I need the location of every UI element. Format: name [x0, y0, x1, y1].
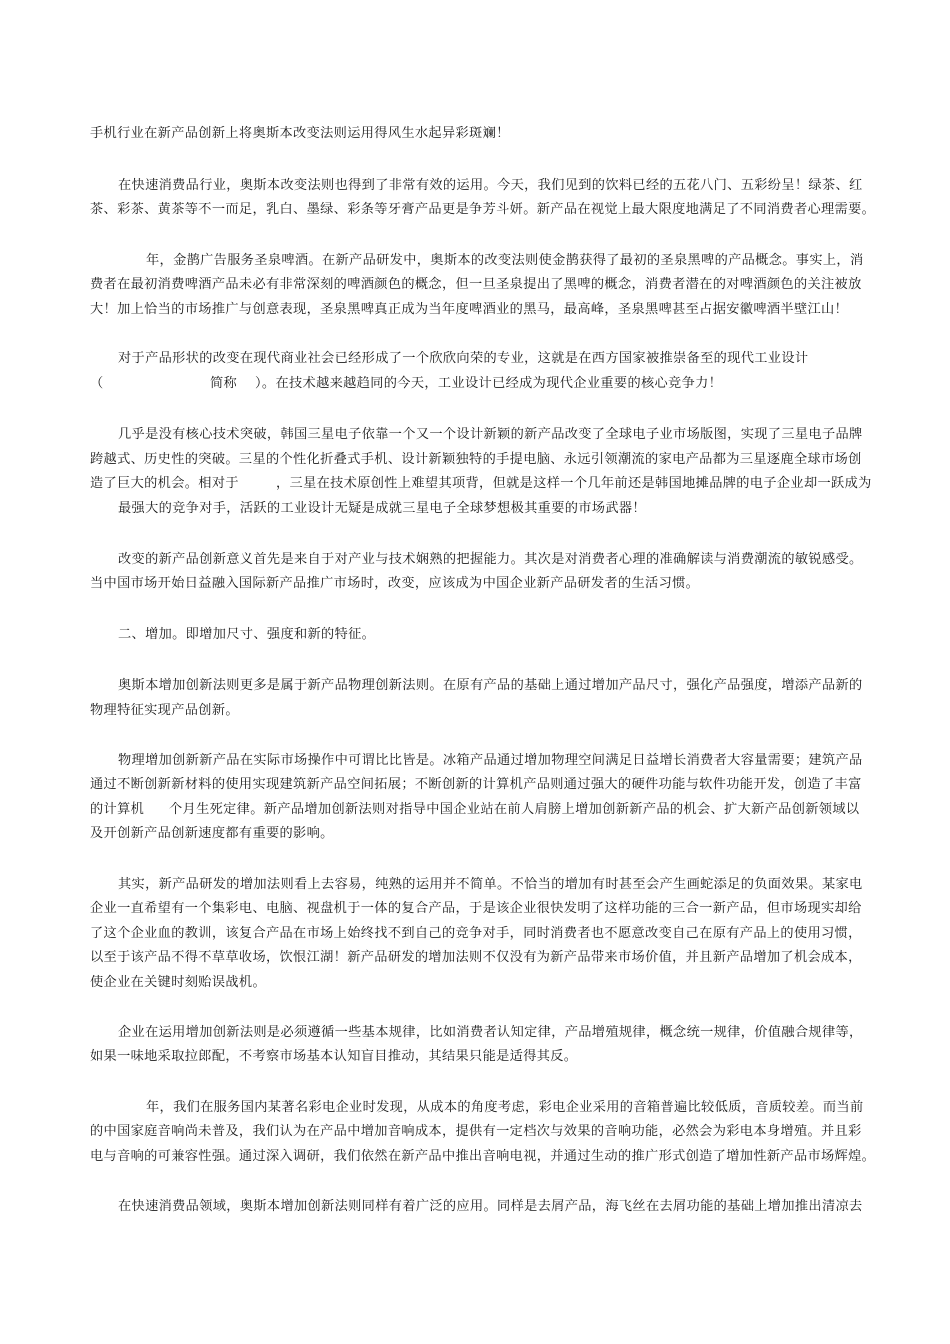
text-line: 对于产品形状的改变在现代商业社会已经形成了一个欣欣向荣的专业，这就是在西方国家被推崇备至的现代工业设计	[118, 351, 809, 366]
text-line: 物理增加创新新产品在实际市场操作中可谓比比皆是。冰箱产品通过增加物理空间满足日益增长消费者大容量需要；建筑产品	[118, 753, 863, 768]
text-line: 及开创新产品创新速度都有重要的影响。	[90, 826, 334, 841]
text-line: 几乎是没有核心技术突破，韩国三星电子依靠一个又一个设计新颖的新产品改变了全球电子业市场版图，实现了三星电子品牌	[118, 427, 863, 442]
text-line: 费者在最初消费啤酒产品未必有非常深刻的啤酒颜色的概念，但一旦圣泉提出了黑啤的概念，消费者潜在的对啤酒颜色的关注被放	[90, 277, 862, 292]
text-line: 企业在运用增加创新法则是必须遵循一些基本规律，比如消费者认知定律，产品增殖规律，概念统一规律，价值融合规律等，	[118, 1025, 863, 1040]
text-line: 茶、彩茶、黄茶等不一而足，乳白、墨绿、彩条等牙膏产品更是争芳斗妍。新产品在视觉上最大限度地满足了不同消费者心理需要。	[90, 202, 876, 217]
text-line: 的计算机	[90, 802, 145, 817]
text-line: 简称	[210, 376, 238, 391]
text-line: 在快速消费品领域，奥斯本增加创新法则同样有着广泛的应用。同样是去屑产品，海飞丝在去屑功能的基础上增加推出清凉去	[118, 1199, 863, 1214]
text-line: ，三星在技术原创性上难望其项背，但就是这样一个几年前还是韩国地摊品牌的电子企业却一跃成为	[276, 476, 872, 491]
text-line: 的中国家庭音响尚未普及，我们认为在产品中增加音响成本，提供有一定档次与效果的音响功能，必然会为彩电本身增殖。并且彩	[90, 1124, 862, 1139]
text-line: 在快速消费品行业，奥斯本改变法则也得到了非常有效的运用。今天，我们见到的饮料已经的五花八门、五彩纷呈！绿茶、红	[118, 178, 863, 193]
text-line: 使企业在关键时刻贻误战机。	[90, 975, 266, 990]
text-line: 电与音响的可兼容性强。通过深入调研，我们依然在新产品中推出音响电视，并通过生动的推广形式创造了增加性新产品市场辉煌。	[90, 1149, 876, 1164]
text-line: 造了巨大的机会。相对于	[90, 476, 239, 491]
text-line: （	[90, 376, 104, 391]
text-line: 跨越式、历史性的突破。三星的个性化折叠式手机、设计新颖独特的手提电脑、永远引领潮流的家电产品都为三星逐鹿全球市场创	[90, 452, 862, 467]
text-line: 如果一味地采取拉郎配，不考察市场基本认知盲目推动，其结果只能是适得其反。	[90, 1049, 578, 1064]
text-line: 其实，新产品研发的增加法则看上去容易，纯熟的运用并不简单。不恰当的增加有时甚至会产生画蛇添足的负面效果。某家电	[118, 877, 863, 892]
text-line: 通过不断创新新材料的使用实现建筑新产品空间拓展；不断创新的计算机产品则通过强大的硬件功能与软件功能开发，创造了丰富	[90, 777, 862, 792]
text-line: 年，我们在服务国内某著名彩电企业时发现，从成本的角度考虑，彩电企业采用的音箱普遍比较低质，音质较差。而当前	[146, 1100, 864, 1115]
text-line: 以至于该产品不得不草草收场，饮恨江湖！新产品研发的增加法则不仅没有为新产品带来市场价值，并且新产品增加了机会成本，	[90, 950, 862, 965]
text-line: 物理特征实现产品创新。	[90, 703, 239, 718]
text-line: 手机行业在新产品创新上将奥斯本改变法则运用得风生水起异彩斑斓！	[90, 126, 510, 141]
text-line: ）。在技术越来越趋同的今天，工业设计已经成为现代企业重要的核心竞争力！	[255, 376, 723, 391]
text-line: 奥斯本增加创新法则更多是属于新产品物理创新法则。在原有产品的基础上通过增加产品尺寸，强化产品强度，增添产品新的	[118, 678, 863, 693]
text-line: 大！加上恰当的市场推广与创意表现，圣泉黑啤真正成为当年度啤酒业的黑马，最高峰，圣泉黑啤甚至占据安徽啤酒半壁江山！	[90, 302, 849, 317]
text-line: 年，金鹊广告服务圣泉啤酒。在新产品研发中，奥斯本的改变法则使金鹊获得了最初的圣泉黑啤的产品概念。事实上，消	[146, 253, 864, 268]
text-line: 改变的新产品创新意义首先是来自于对产业与技术娴熟的把握能力。其次是对消费者心理的准确解读与消费潮流的敏锐感受。	[118, 552, 863, 567]
text-line: 个月生死定律。新产品增加创新法则对指导中国企业站在前人肩膀上增加创新新产品的机会、扩大新产品创新领域以	[169, 802, 860, 817]
text-line: 了这个企业血的教训，该复合产品在市场上始终找不到自己的竞争对手，同时消费者也不愿意改变自己在原有产品上的使用习惯，	[90, 926, 862, 941]
text-line: 最强大的竞争对手，活跃的工业设计无疑是成就三星电子全球梦想极其重要的市场武器！	[118, 501, 646, 516]
section-heading: 二、增加。即增加尺寸、强度和新的特征。	[118, 627, 376, 642]
text-line: 当中国市场开始日益融入国际新产品推广市场时，改变，应该成为中国企业新产品研发者的生活习惯。	[90, 576, 700, 591]
text-line: 企业一直希望有一个集彩电、电脑、视盘机于一体的复合产品，于是该企业很快发明了这样功能的三合一新产品，但市场现实却给	[90, 901, 862, 916]
